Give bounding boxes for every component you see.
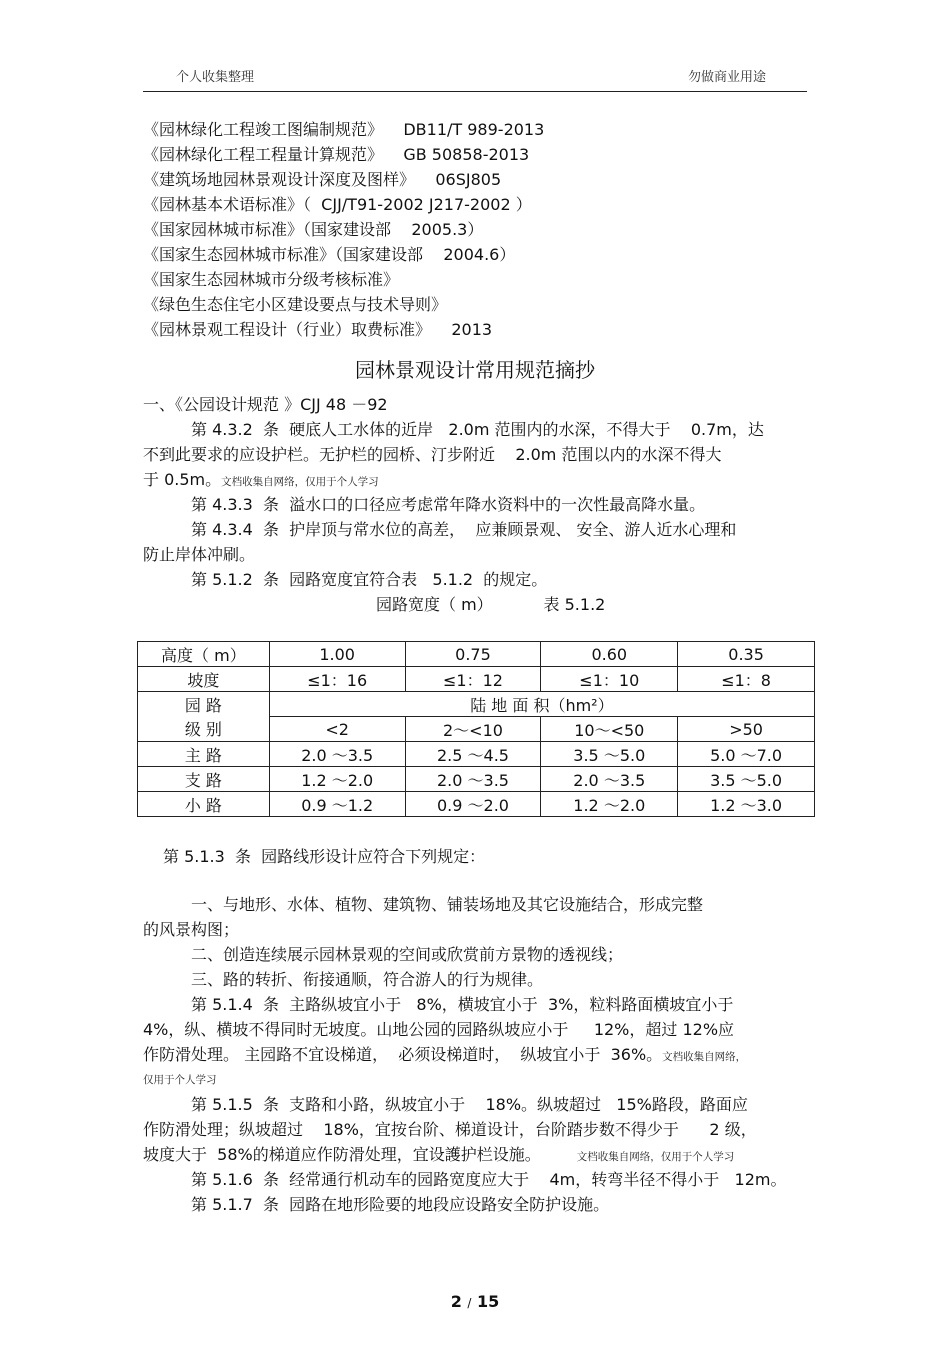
watermark-note: 文档收集自网络，仅用于个人学习 [576,1151,735,1163]
reference-item: 《绿色生态住宅小区建设要点与技术导则》 [143,295,448,314]
clause-5-1-4: 第 5.1.4 条 主路纵坡宜小于 8%，横坡宜小于 3%，粒料路面横坡宜小于 [191,995,734,1014]
clause-4-3-4: 防止岸体冲刷。 [143,545,256,564]
clause-5-1-3-item: 一、与地形、水体、植物、建筑物、铺装场地及其它设施结合，形成完整 [191,895,704,914]
table-cell: ≤1：8 [678,667,815,692]
road-width-table [137,641,815,817]
table-caption: 园路宽度（ m） 表 5.1.2 [376,595,606,614]
clause-4-3-3: 第 4.3.3 条 溢水口的口径应考虑常年降水资料中的一次性最高降水量。 [191,495,706,514]
table-cell: 小 路 [138,792,270,817]
table-cell: 1.2 ～3.0 [678,792,815,817]
table-cell: 支 路 [138,767,270,792]
clause-5-1-5: 作防滑处理；纵坡超过 18%，宜按台阶、梯道设计，台阶踏步数不得少于 2 级， [143,1120,757,1139]
reference-item: 《园林景观工程设计（行业）取费标准》 2013 [143,320,493,339]
table-row [138,767,815,792]
table-cell: 2～<10 [405,717,541,742]
table-cell: >50 [678,717,815,742]
table-cell: 0.9 ～2.0 [405,792,541,817]
clause-5-1-3: 第 5.1.3 条 园路线形设计应符合下列规定： [163,847,486,866]
clause-4-3-2: 于 0.5m。文档收集自网络，仅用于个人学习 [143,470,379,489]
part-title: 一、《公园设计规范 》CJJ 48 －92 [143,395,388,414]
header-rule [143,91,807,92]
clause-5-1-7: 第 5.1.7 条 园路在地形险要的地段应设路安全防护设施。 [191,1195,610,1214]
table-row [138,667,815,692]
table-cell: 高度（ m） [138,642,270,667]
header-left: 个人收集整理 [176,70,255,85]
table-cell: 2.5 ～4.5 [405,742,541,767]
header-right: 勿做商业用途 [688,70,767,85]
reference-item: 《园林绿化工程工程量计算规范》 GB 50858-2013 [143,145,530,164]
clause-4-3-2: 不到此要求的应设护栏。无护栏的园桥、汀步附近 2.0m 范围以内的水深不得大 [143,445,722,464]
watermark-note: 文档收集自网络， [662,1051,747,1063]
table-cell: 5.0 ～7.0 [678,742,815,767]
area-header: 陆 地 面 积（hm²） [269,692,814,717]
table-cell: 主 路 [138,742,270,767]
watermark-note: 文档收集自网络，仅用于个人学习 [221,476,379,488]
clause-5-1-4: 作防滑处理。 主园路不宜设梯道， 必须设梯道时， 纵坡宜小于 36%。文档收集自网络， [143,1045,747,1064]
clause-5-1-3-item: 三、路的转折、衔接通顺，符合游人的行为规律。 [191,970,544,989]
table-cell: 园 路 [138,692,270,717]
table-cell: 3.5 ～5.0 [678,767,815,792]
clause-5-1-3-item: 二、创造连续展示园林景观的空间或欣赏前方景物的透视线； [191,945,624,964]
table-cell: 1.2 ～2.0 [541,792,678,817]
clause-4-3-2: 第 4.3.2 条 硬底人工水体的近岸 2.0m 范围内的水深，不得大于 0.7m，达 [191,420,764,439]
clause-5-1-6: 第 5.1.6 条 经常通行机动车的园路宽度应大于 4m，转弯半径不得小于 12m。 [191,1170,787,1189]
table-row [138,717,815,742]
table-cell: 0.9 ～1.2 [269,792,405,817]
table-cell: 10～<50 [541,717,678,742]
table-cell: 2.0 ～3.5 [269,742,405,767]
reference-item: 《园林绿化工程竣工图编制规范》 DB11/T 989-2013 [143,120,545,139]
table-cell: 级 别 [138,717,270,742]
table-row [138,792,815,817]
clause-5-1-2: 第 5.1.2 条 园路宽度宜符合表 5.1.2 的规定。 [191,570,548,589]
watermark-note: 仅用于个人学习 [143,1074,217,1086]
table-cell: 2.0 ～3.5 [405,767,541,792]
table-cell: 2.0 ～3.5 [541,767,678,792]
table-cell: 0.35 [678,642,815,667]
table-cell: ≤1：16 [269,667,405,692]
reference-item: 《园林基本术语标准》（ CJJ/T91-2002 J217-2002 ） [143,195,532,214]
table-cell: ≤1：10 [541,667,678,692]
table-cell: 0.60 [541,642,678,667]
clause-5-1-5: 第 5.1.5 条 支路和小路，纵坡宜小于 18%。纵坡超过 15%路段，路面应 [191,1095,748,1114]
table-cell: 1.00 [269,642,405,667]
clause-5-1-5: 坡度大于 58%的梯道应作防滑处理，宜设護护栏设施。 文档收集自网络，仅用于个人学习 [143,1145,735,1164]
reference-item: 《国家生态园林城市标准》（国家建设部 2004.6） [143,245,516,264]
table-cell: 1.2 ～2.0 [269,767,405,792]
table-cell: 3.5 ～5.0 [541,742,678,767]
table-row [138,742,815,767]
reference-item: 《国家园林城市标准》（国家建设部 2005.3） [143,220,484,239]
reference-item: 《建筑场地园林景观设计深度及图样》 06SJ805 [143,170,502,189]
table-row [138,642,815,667]
table-cell: ≤1：12 [405,667,541,692]
section-title: 园林景观设计常用规范摘抄 [355,358,595,382]
clause-4-3-4: 第 4.3.4 条 护岸顶与常水位的高差， 应兼顾景观、 安全、游人近水心理和 [191,520,737,539]
page-number: 2 / 15 [450,1292,500,1311]
clause-5-1-4: 4%，纵、横坡不得同时无坡度。山地公园的园路纵坡应小于 12%，超过 12%应 [143,1020,735,1039]
reference-item: 《国家生态园林城市分级考核标准》 [143,270,400,289]
table-cell: <2 [269,717,405,742]
table-cell: 0.75 [405,642,541,667]
clause-5-1-3-item: 的风景构图； [143,920,240,939]
table-row [138,692,815,717]
table-cell: 坡度 [138,667,270,692]
